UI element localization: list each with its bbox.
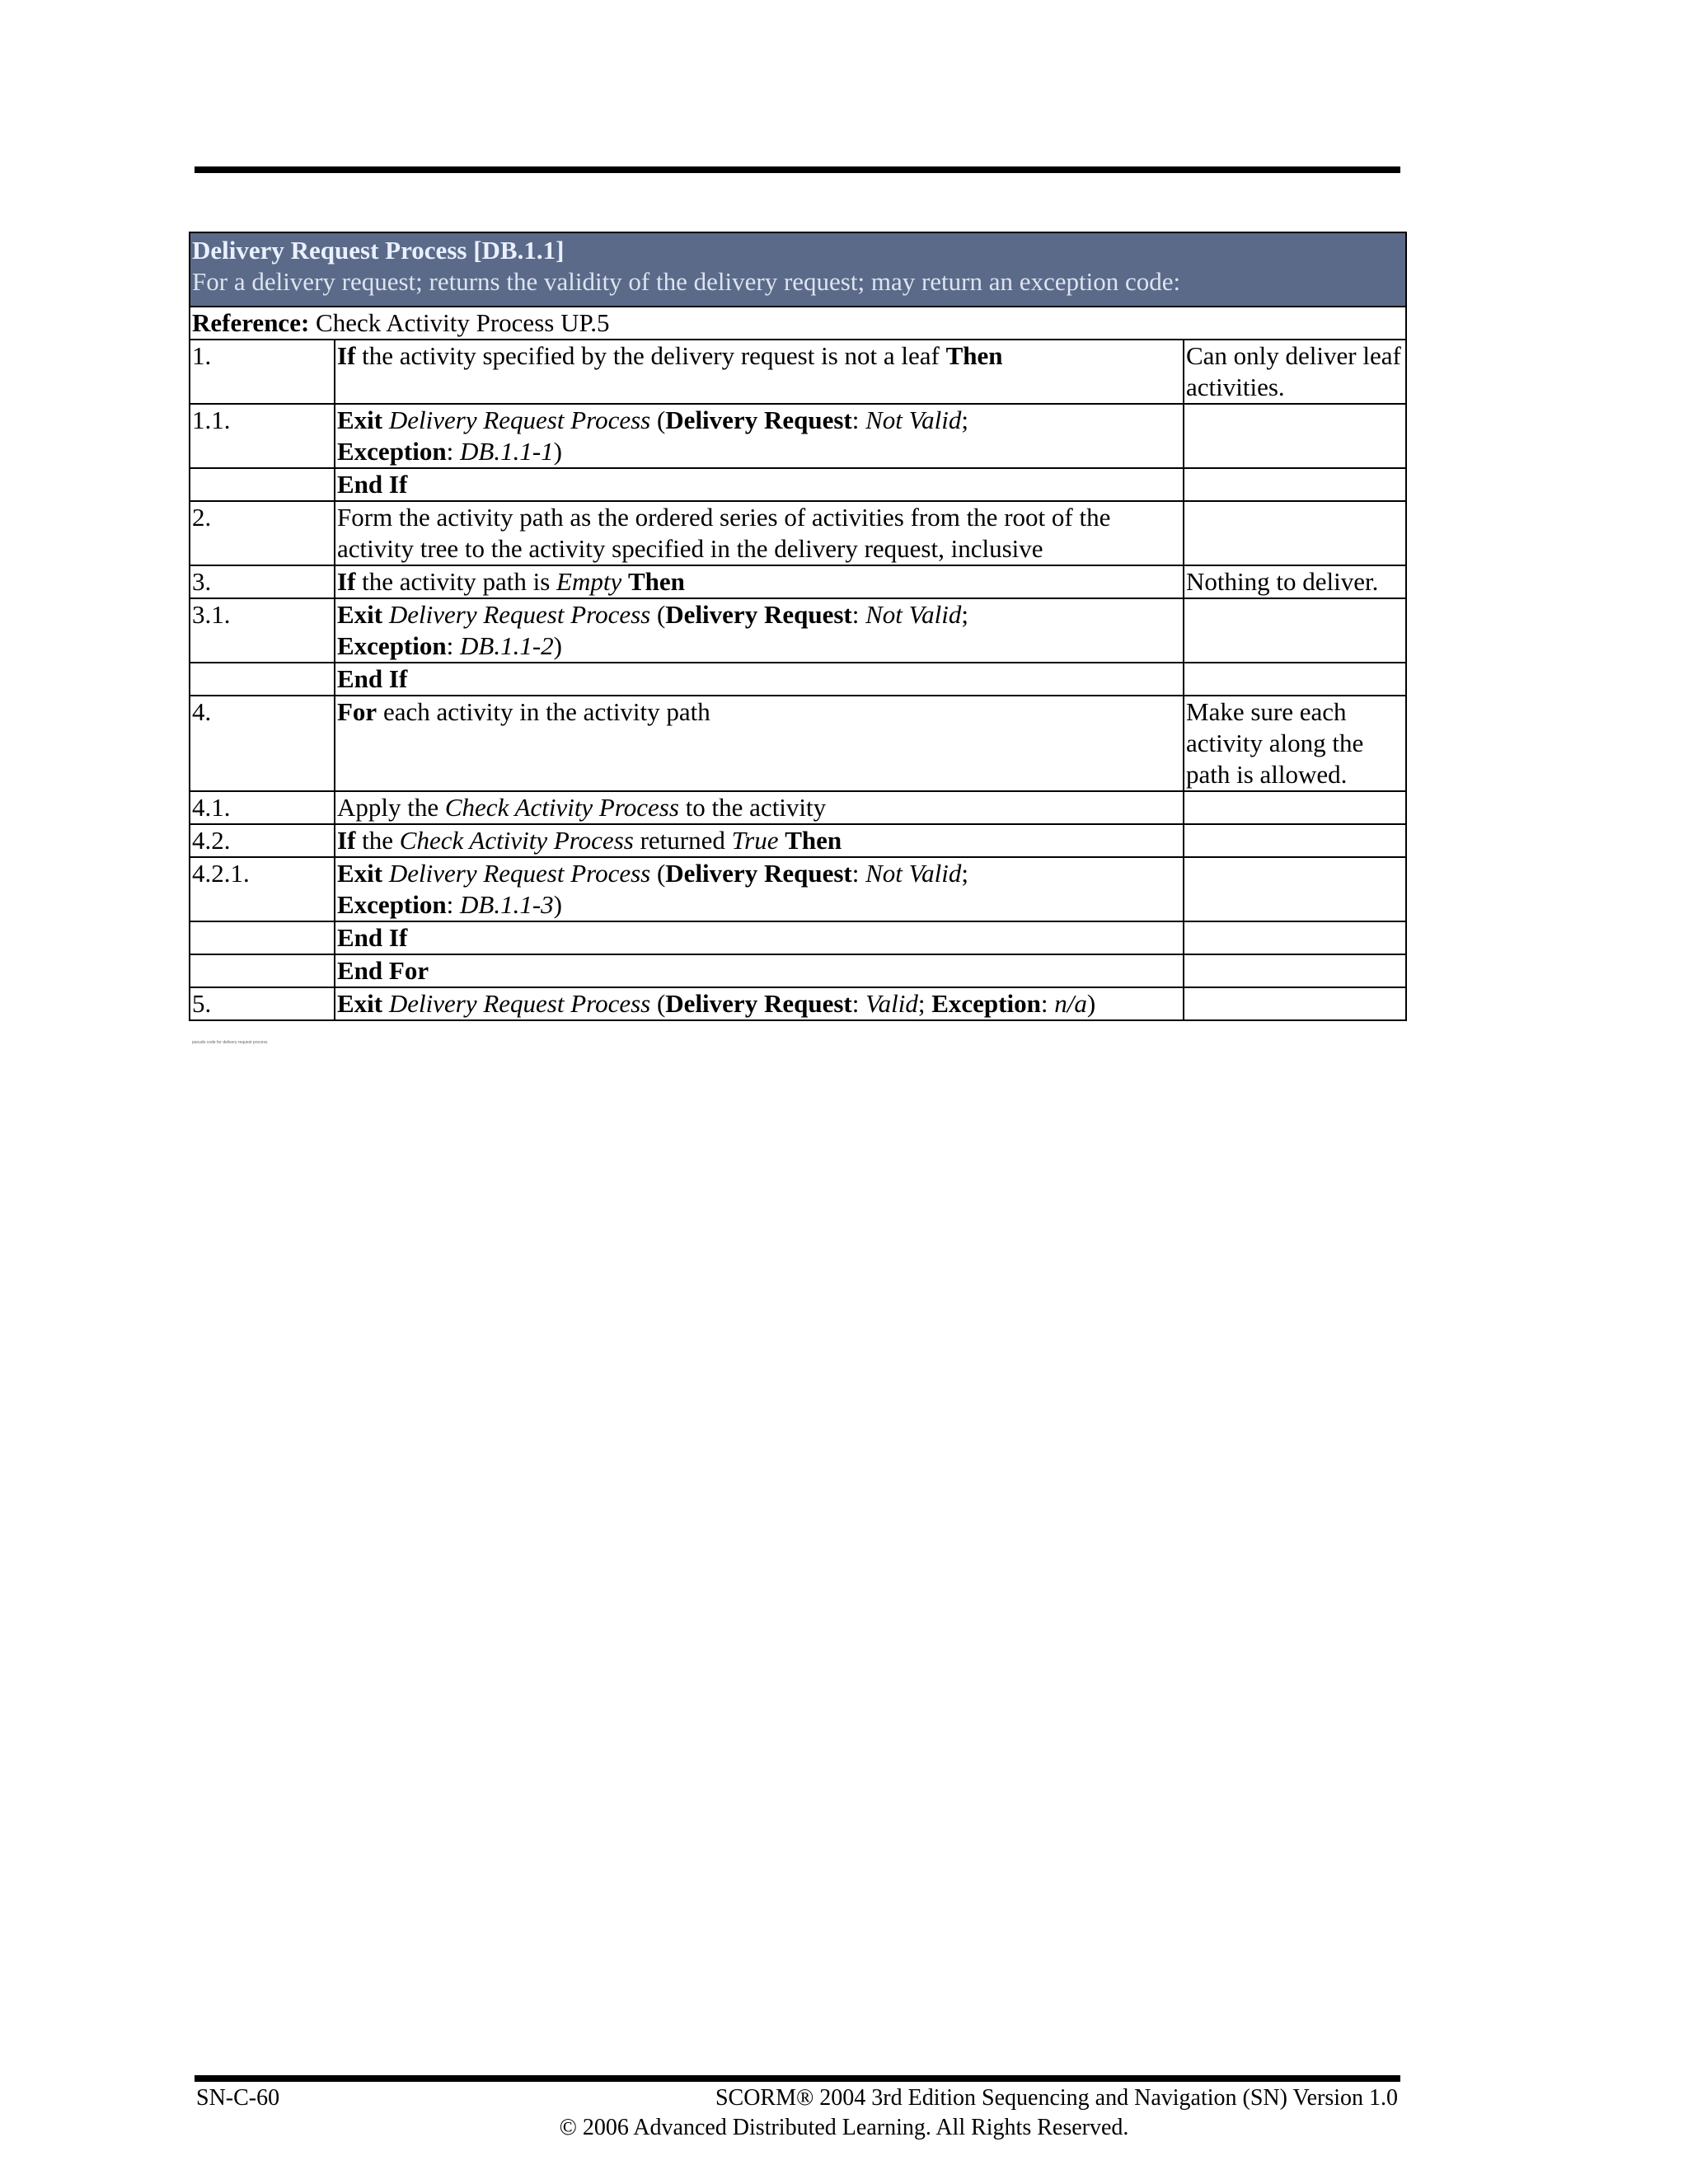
step-note <box>1184 468 1406 501</box>
step-number <box>190 921 335 954</box>
step-text: Exit Delivery Request Process (Delivery Request: Not Valid; Exception: DB.1.1-3) <box>335 857 1184 921</box>
step-number: 5. <box>190 987 335 1020</box>
step-number: 2. <box>190 501 335 565</box>
table-row <box>190 565 1406 598</box>
step-text: Apply the Check Activity Process to the activity <box>335 791 1184 824</box>
step-text: End If <box>335 468 1184 501</box>
step-number: 3.1. <box>190 598 335 663</box>
reference-row <box>190 307 1406 340</box>
step-text: For each activity in the activity path <box>335 696 1184 791</box>
step-note <box>1184 824 1406 857</box>
step-text: Form the activity path as the ordered series of activities from the root of the activity tree to the activity specified in the delivery request, inclusive <box>335 501 1184 565</box>
step-note: Make sure each activity along the path is allowed. <box>1184 696 1406 791</box>
step-number <box>190 954 335 987</box>
step-number <box>190 468 335 501</box>
step-note <box>1184 921 1406 954</box>
step-note <box>1184 954 1406 987</box>
table-row <box>190 501 1406 565</box>
step-number <box>190 663 335 696</box>
step-note <box>1184 987 1406 1020</box>
table-header-row <box>190 232 1406 307</box>
table-row <box>190 468 1406 501</box>
step-number: 1.1. <box>190 404 335 468</box>
page-number: SN-C-60 <box>196 2085 280 2111</box>
reference-text: Check Activity Process UP.5 <box>309 308 610 337</box>
copyright-text: © 2006 Advanced Distributed Learning. All Rights Reserved. <box>559 2115 1129 2140</box>
step-text: End If <box>335 663 1184 696</box>
step-note <box>1184 404 1406 468</box>
step-note <box>1184 501 1406 565</box>
table-row <box>190 791 1406 824</box>
step-number: 4.1. <box>190 791 335 824</box>
footer-rule <box>195 2075 1400 2082</box>
table-row <box>190 921 1406 954</box>
step-text: Exit Delivery Request Process (Delivery Request: Not Valid; Exception: DB.1.1-1) <box>335 404 1184 468</box>
table-row <box>190 824 1406 857</box>
header-rule <box>195 166 1400 173</box>
table-caption: pseudo code for delivery request process <box>192 1040 268 1045</box>
table-title: Delivery Request Process [DB.1.1] <box>192 236 565 265</box>
table-row <box>190 987 1406 1020</box>
table-row <box>190 404 1406 468</box>
step-text: Exit Delivery Request Process (Delivery Request: Valid; Exception: n/a) <box>335 987 1184 1020</box>
step-text: If the activity specified by the delivery request is not a leaf Then <box>335 340 1184 404</box>
step-note <box>1184 663 1406 696</box>
table-row <box>190 598 1406 663</box>
step-text: End For <box>335 954 1184 987</box>
table-description: For a delivery request; returns the validity of the delivery request; may return an exception code: <box>192 267 1181 296</box>
table-row <box>190 696 1406 791</box>
step-note: Can only deliver leaf activities. <box>1184 340 1406 404</box>
process-table <box>189 232 1407 1021</box>
step-number: 4.2. <box>190 824 335 857</box>
step-number: 4. <box>190 696 335 791</box>
reference-cell <box>190 307 1406 340</box>
table-row <box>190 340 1406 404</box>
step-text: Exit Delivery Request Process (Delivery Request: Not Valid; Exception: DB.1.1-2) <box>335 598 1184 663</box>
copyright-notice <box>0 2115 1688 2141</box>
step-note <box>1184 791 1406 824</box>
step-text: If the Check Activity Process returned True Then <box>335 824 1184 857</box>
step-note <box>1184 598 1406 663</box>
table-row <box>190 663 1406 696</box>
step-number: 4.2.1. <box>190 857 335 921</box>
step-note: Nothing to deliver. <box>1184 565 1406 598</box>
step-note <box>1184 857 1406 921</box>
document-title: SCORM® 2004 3rd Edition Sequencing and Navigation (SN) Version 1.0 <box>715 2085 1398 2111</box>
table-row <box>190 857 1406 921</box>
table-row <box>190 954 1406 987</box>
step-number: 3. <box>190 565 335 598</box>
reference-label: Reference: <box>192 308 310 337</box>
step-text: If the activity path is Empty Then <box>335 565 1184 598</box>
step-number: 1. <box>190 340 335 404</box>
table-header <box>190 232 1406 307</box>
step-text: End If <box>335 921 1184 954</box>
